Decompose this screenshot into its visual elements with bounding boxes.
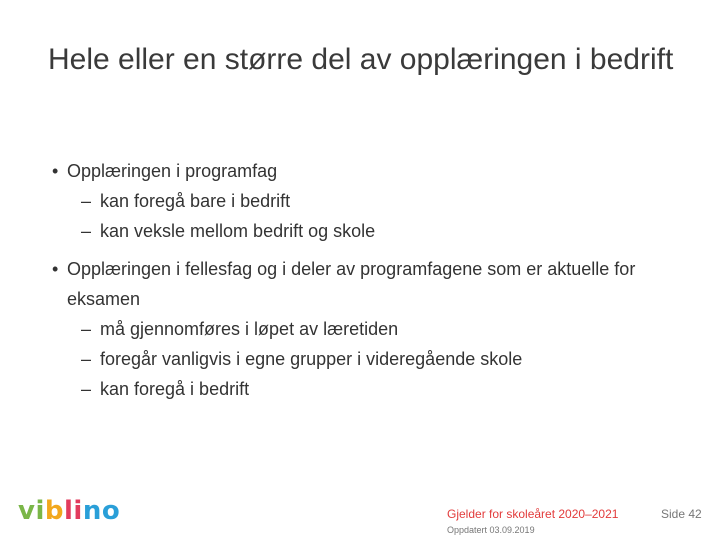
slide-title: Hele eller en større del av opplæringen i bedrift — [48, 43, 674, 76]
footer-updated-date: Oppdatert 03.09.2019 — [447, 525, 535, 535]
sub-item-text: kan foregå bare i bedrift — [100, 191, 291, 211]
footer-note: Gjelder for skoleåret 2020–2021 — [447, 507, 619, 521]
logo-part-4: no — [82, 496, 121, 526]
dash-marker: – — [81, 319, 92, 339]
sub-list — [67, 186, 688, 246]
sub-item-text: må gjennomføres i løpet av læretiden — [100, 319, 399, 339]
sub-list — [67, 314, 688, 404]
bullet-marker: • — [52, 259, 59, 279]
logo-part-2: b — [44, 496, 64, 526]
dash-marker: – — [81, 349, 92, 369]
sub-item — [67, 344, 688, 374]
sub-item — [67, 314, 688, 344]
dash-marker: – — [81, 221, 92, 241]
sub-item-text: kan veksle mellom bedrift og skole — [100, 221, 376, 241]
slide-content — [48, 156, 688, 404]
sub-item-text: kan foregå i bedrift — [100, 379, 250, 399]
logo-part-3: li — [64, 496, 83, 526]
dash-marker: – — [81, 191, 92, 211]
sub-item — [67, 186, 688, 216]
viblino-logo — [18, 496, 120, 526]
bullet-text: Opplæringen i programfag — [67, 161, 278, 181]
sub-item — [67, 216, 688, 246]
sub-item-text: foregår vanligvis i egne grupper i videregående skole — [100, 349, 523, 369]
bullet-text: Opplæringen i fellesfag og i deler av programfagene som er aktuelle for eksamen — [67, 259, 636, 309]
bullet-marker: • — [52, 161, 59, 181]
dash-marker: – — [81, 379, 92, 399]
bullet-item — [48, 156, 688, 246]
sub-item — [67, 374, 688, 404]
logo-part-1: vi — [18, 496, 45, 526]
bullet-item — [48, 254, 688, 404]
page-number: Side 42 — [661, 507, 702, 521]
